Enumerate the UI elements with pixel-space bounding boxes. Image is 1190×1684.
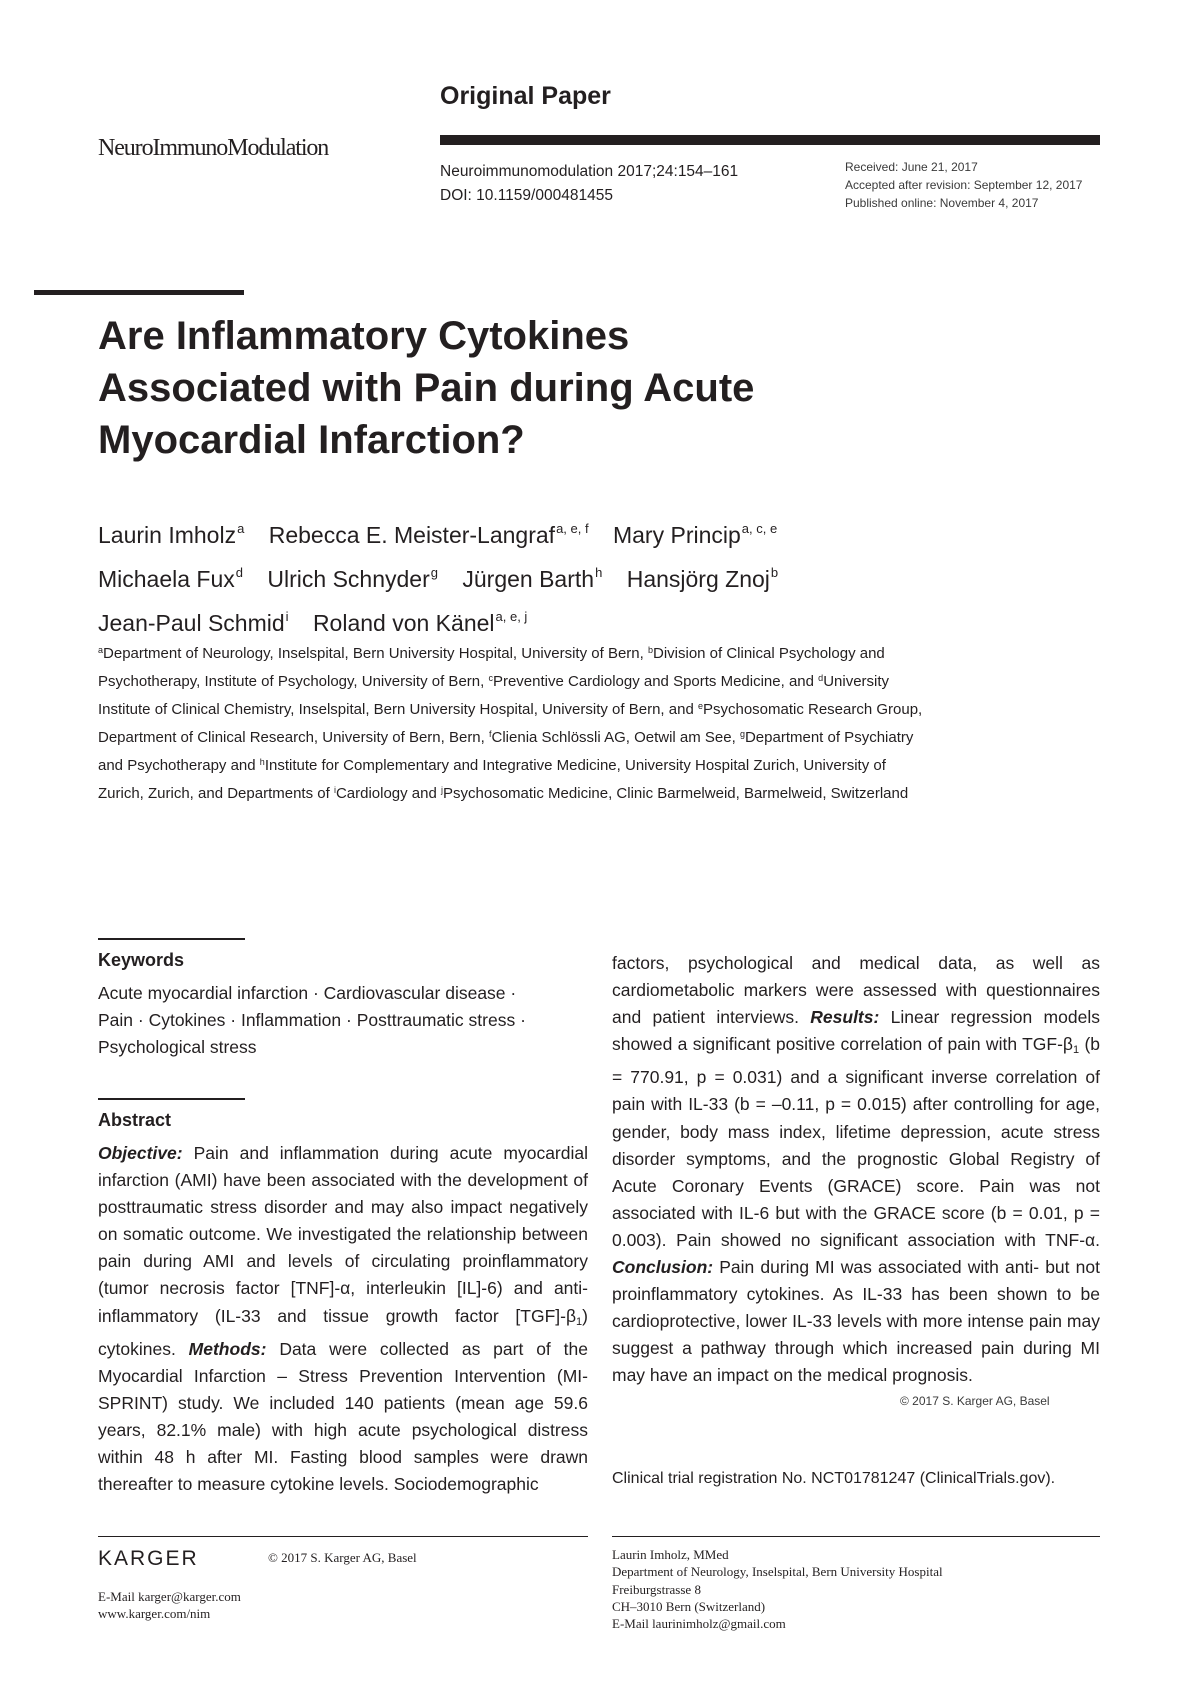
conclusion-label: Conclusion: bbox=[612, 1257, 714, 1278]
footer-rule bbox=[612, 1536, 1100, 1537]
accepted-date: Accepted after revision: September 12, 2017 bbox=[845, 178, 1083, 192]
results-label: Results: bbox=[810, 1007, 880, 1028]
author: Michaela Fux$^d$ bbox=[98, 565, 244, 592]
author: Ulrich Schnyder$^g$ bbox=[267, 565, 438, 592]
publisher-logo: KARGER bbox=[98, 1547, 199, 1570]
author: Jean-Paul Schmid$^i$ bbox=[98, 609, 289, 636]
abstract-copyright: © 2017 S. Karger AG, Basel bbox=[900, 1394, 1050, 1408]
methods-label: Methods: bbox=[188, 1338, 267, 1359]
author: Jürgen Barth$^h$ bbox=[462, 565, 603, 592]
contact-city: CH–3010 Bern (Switzerland) bbox=[612, 1598, 766, 1614]
methods-text: Data were collected as part of the Myocardial Infarction – Stress Prevention Intervention (MI-SPRINT) study. We included 140 patients (mean age 59.6 years, 82.1% male) with high acute psychological distress within 48 h after MI. Fasting blood samples were drawn thereafter to measure cytokine levels. Sociodemographic bbox=[98, 1338, 588, 1495]
contact-email[interactable]: E-Mail laurinimholz@gmail.com bbox=[612, 1616, 786, 1632]
keywords-rule bbox=[98, 938, 245, 940]
journal-logo: NeuroImmunoModulation bbox=[98, 135, 329, 161]
contact-street: Freiburgstrasse 8 bbox=[612, 1581, 701, 1597]
objective-text: Pain and inflammation during acute myocardial infarction (AMI) have been associated with the development of posttraumatic stress disorder and may also impact negatively on somatic outcome. We investigated the relationship between pain during AMI and levels of circulating proinflammatory (tumor necrosis factor [TNF]-α, interleukin [IL]-6) and anti-inflammatory (IL-33 and tissue growth factor [TGF]-β bbox=[98, 1143, 588, 1326]
published-date: Published online: November 4, 2017 bbox=[845, 196, 1039, 210]
section-label: Original Paper bbox=[440, 82, 611, 110]
trial-registration: Clinical trial registration No. NCT01781247 (ClinicalTrials.gov). bbox=[612, 1470, 1056, 1487]
author: Laurin Imholz$^a$ bbox=[98, 521, 245, 548]
contact-dept: Department of Neurology, Inselspital, Bern University Hospital bbox=[612, 1564, 943, 1580]
footer-rule bbox=[98, 1536, 588, 1537]
results-text: Linear regression models showed a significant positive correlation of pain with TGF-β bbox=[612, 1007, 1100, 1055]
publisher-contact bbox=[98, 1588, 241, 1622]
header-divider bbox=[440, 135, 1100, 145]
author: Mary Princip$^{a, c, e}$ bbox=[612, 521, 778, 548]
abstract-right-column: factors, psychological and medical data, as well as cardiometabolic markers were assessed with questionnaires and patient interviews. Results: Linear regression models showed a significant positive correlation of pain with TGF-$\beta_1$ (b = 770.91, p = 0.031) and a significant inverse correlation of pain with IL-33 (b = –0.11, p = 0.015) after controlling for age, gender, body mass index, lifetime depression, acute stress disorder symptoms, and the prognostic Global Registry of Acute Coronary Events (GRACE) score. Pain was not associated with IL-6 but with the GRACE score (b = 0.01, p = 0.003). Pain showed no significant association with TNF-α. Conclusion: Pain during MI was associated with anti- but not proinflammatory cytokines. As IL-33 has been shown to be cardioprotective, lower IL-33 levels with more intense pain may suggest a pathway through which increased pain during MI may have an impact on the medical prognosis. bbox=[612, 953, 1100, 1386]
objective-label: Objective: bbox=[98, 1143, 183, 1163]
abstract-rule bbox=[98, 1098, 245, 1100]
contact-name: Laurin Imholz, MMed bbox=[612, 1547, 729, 1562]
publisher-website[interactable]: www.karger.com/nim bbox=[98, 1606, 211, 1621]
title-line: Are Inflammatory Cytokines bbox=[98, 314, 630, 358]
author: Rebecca E. Meister-Langraf$^{a, e, f}$ bbox=[268, 521, 589, 548]
citation-block bbox=[440, 160, 738, 208]
affiliations: $^a$Department of Neurology, Inselspital, Bern University Hospital, University of Bern, $^b$Division of Clinical Psychology and Psychotherapy, Institute of Psychology, University of Bern, $^c$Preventive Cardiology and Sports Medicine, and $^d$University Institute of Clinical Chemistry, Inselspital, Bern University Hospital, University of Bern, and $^e$Psychosomatic Research Group, Department of Clinical Research, University of Bern, Bern, $^f$Clienia Schlössli AG, Oetwil am See, $^g$Department of Psychiatry and Psychotherapy and $^h$Institute for Complementary and Integrative Medicine, University Hospital Zurich, University of Zurich, Zurich, and Departments of $^i$Cardiology and $^j$Psychosomatic Medicine, Clinic Barmelweid, Barmelweid, Switzerland bbox=[98, 645, 923, 802]
title-line: Associated with Pain during Acute bbox=[98, 366, 755, 410]
footer-copyright: © 2017 S. Karger AG, Basel bbox=[268, 1550, 417, 1565]
received-date: Received: June 21, 2017 bbox=[845, 160, 978, 174]
conclusion-text: Pain during MI was associated with anti- but not proinflammatory cytokines. As IL-33 has been shown to be cardioprotective, lower IL-33 levels with more intense pain may suggest a pathway through which increased pain during MI may have an impact on the medical prognosis. bbox=[612, 1257, 1100, 1386]
paper-title bbox=[98, 310, 858, 466]
publisher-email[interactable]: E-Mail karger@karger.com bbox=[98, 1589, 241, 1604]
doi-link[interactable]: DOI: 10.1159/000481455 bbox=[440, 187, 613, 204]
author: Hansjörg Znoj$^b$ bbox=[626, 565, 779, 592]
author: Roland von Känel$^{a, e, j}$ bbox=[312, 609, 528, 636]
abstract-heading: Abstract bbox=[98, 1110, 172, 1130]
correspondence-address bbox=[612, 1546, 943, 1632]
citation: Neuroimmunomodulation 2017;24:154–161 bbox=[440, 163, 739, 180]
keywords-heading: Keywords bbox=[98, 950, 185, 970]
author-list bbox=[98, 510, 858, 642]
methods-continued: factors, psychological and medical data, as well as cardiometabolic markers were assessed with questionnaires and patient interviews. bbox=[612, 953, 1100, 1028]
keywords-list: Acute myocardial infarction · Cardiovascular disease · Pain · Cytokines · Inflammation · Posttraumatic stress · Psychological stress bbox=[98, 983, 526, 1057]
title-line: Myocardial Infarction? bbox=[98, 418, 525, 462]
publication-dates bbox=[845, 158, 1082, 212]
title-divider bbox=[34, 290, 244, 295]
abstract-left-column: Objective: Pain and inflammation during acute myocardial infarction (AMI) have been associated with the development of posttraumatic stress disorder and may also impact negatively on somatic outcome. We investigated the relationship between pain during AMI and levels of circulating proinflammatory (tumor necrosis factor [TNF]-α, interleukin [IL]-6) and anti-inflammatory (IL-33 and tissue growth factor $[TGF]-\beta_1$) cytokines. Methods: Data were collected as part of the Myocardial Infarction – Stress Prevention Intervention (MI-SPRINT) study. We included 140 patients (mean age 59.6 years, 82.1% male) with high acute psychological distress within 48 h after MI. Fasting blood samples were drawn thereafter to measure cytokine levels. Sociodemographic bbox=[98, 1143, 588, 1495]
